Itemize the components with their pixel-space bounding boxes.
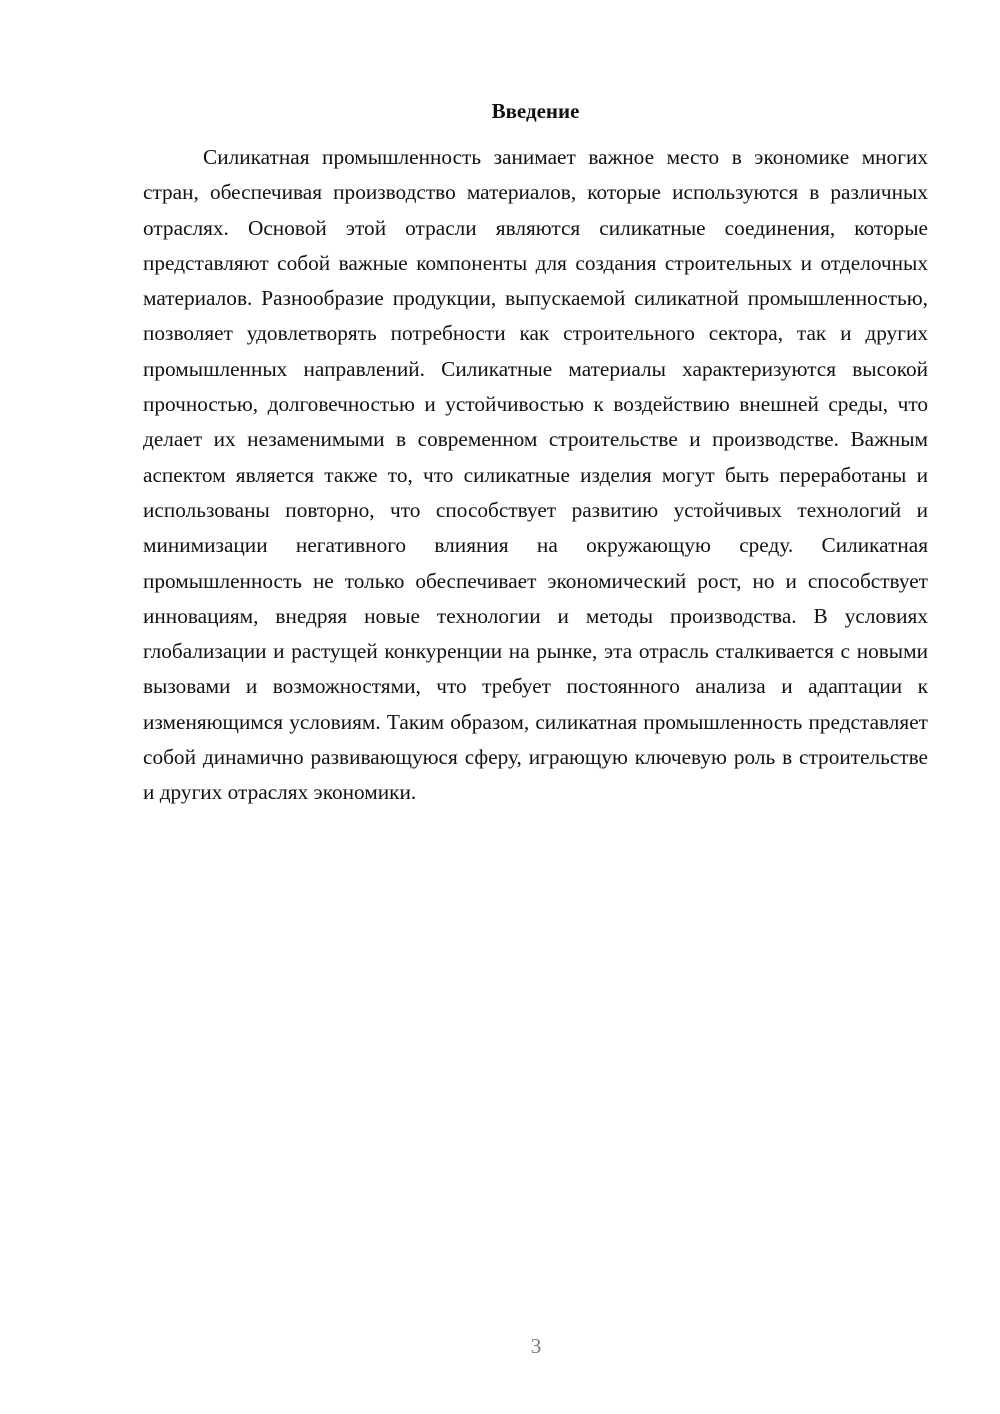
page-content — [143, 96, 928, 811]
page-number: 3 — [530, 1334, 542, 1358]
section-heading: Введение — [491, 99, 580, 123]
body-paragraph: Силикатная промышленность занимает важное место в экономике многих стран, обеспечивая производство материалов, которые используются в различных отраслях. Основой этой отрасли являются силикатные соединения, которые представляют собой важные компоненты для создания строительных и отделочных материалов. Разнообразие продукции, выпускаемой силикатной промышленностью, позволяет удовлетворять потребности как строительного сектора, так и других промышленных направлений. Силикатные материалы характеризуются высокой прочностью, долговечностью и устойчивостью к воздействию внешней среды, что делает их незаменимыми в современном строительстве и производстве. Важным аспектом является также то, что силикатные изделия могут быть переработаны и использованы повторно, что способствует развитию устойчивых технологий и минимизации негативного влияния на окружающую среду. Силикатная промышленность не только обеспечивает экономический рост, но и способствует инновациям, внедряя новые технологии и методы производства. В условиях глобализации и растущей конкуренции на рынке, эта отрасль сталкивается с новыми вызовами и возможностями, что требует постоянного анализа и адаптации к изменяющимся условиям. Таким образом, силикатная промышленность представляет собой динамично развивающуюся сферу, играющую ключевую роль в строительстве и других отраслях экономики. — [143, 145, 928, 805]
